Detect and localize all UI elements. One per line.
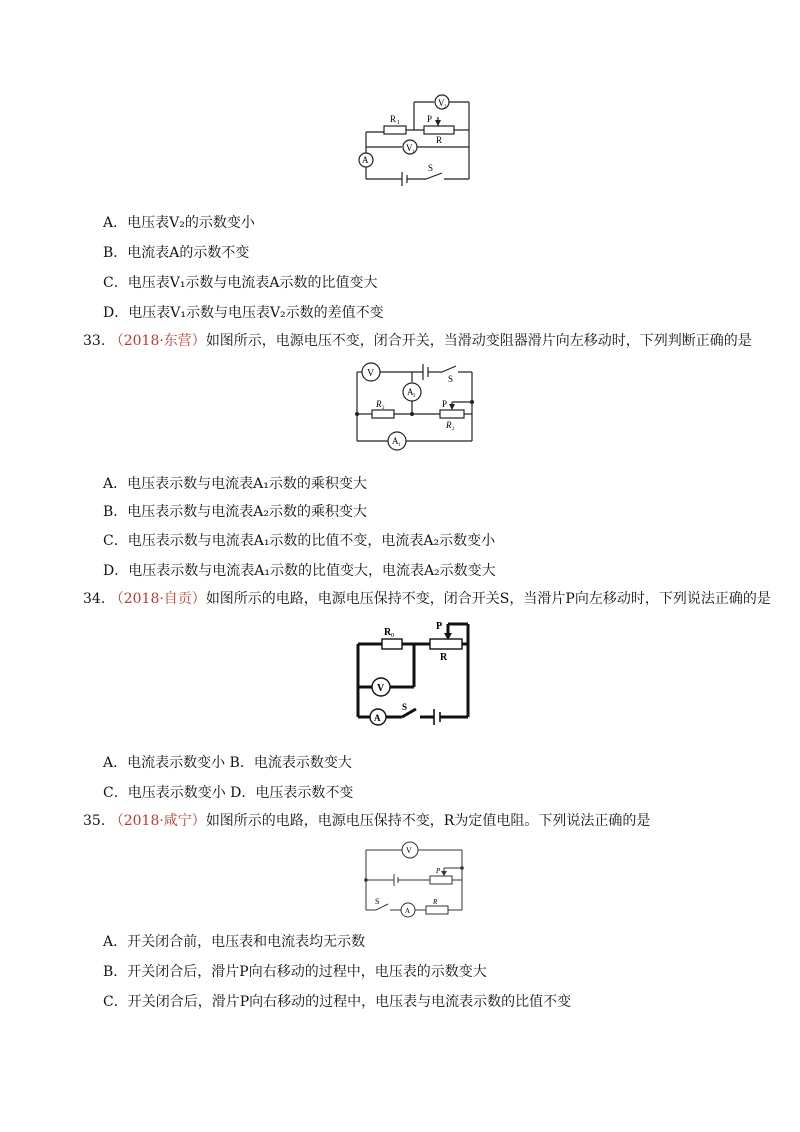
q35-option-a: A．开关闭合前，电压表和电流表均无示数: [103, 934, 366, 950]
q34-option-cd: C．电压表示数变小 D．电压表示数不变: [103, 785, 354, 801]
q34-label-p: P: [436, 621, 443, 632]
q33-label-a1-sub: 1: [398, 443, 401, 448]
q33-label-a2-sub: 2: [413, 394, 416, 399]
q33-option-d: D．电压表示数与电流表A₁示数的比值变大，电流表A₂示数变大: [103, 563, 496, 579]
q32-label-r1: R: [390, 114, 397, 124]
q34-circuit-diagram: [350, 618, 476, 728]
q32-option-d: D．电压表V₁示数与电压表V₂示数的差值不变: [103, 305, 384, 321]
q32-label-v2: V: [438, 98, 445, 108]
q35-label-r: R: [433, 898, 438, 906]
q33-option-c: C．电压表示数与电流表A₁示数的比值不变，电流表A₂示数变小: [103, 533, 496, 549]
q35-label-a: A: [405, 907, 411, 915]
q35-source-tag: （2018·咸宁）: [109, 813, 206, 829]
q33-label-p: P: [442, 399, 448, 409]
q34-option-ab: A．电流表示数变小 B．电流表示数变大: [103, 755, 352, 771]
q33-label-v: V: [367, 368, 375, 379]
q34-label-s: S: [402, 702, 408, 712]
q33-stem: [83, 331, 752, 351]
q32-option-a: A．电压表V₂的示数变小: [103, 215, 255, 231]
q35-label-v: V: [406, 846, 412, 855]
q34-label-a: A: [374, 713, 381, 723]
q33-number: 33.: [83, 333, 106, 349]
q35-option-b: B．开关闭合后，滑片P向右移动的过程中，电压表的示数变大: [103, 964, 487, 980]
q32-option-c: C．电压表V₁示数与电流表A示数的比值变大: [103, 275, 378, 291]
q32-label-p: P: [427, 114, 433, 124]
q32-label-v1: V: [406, 143, 413, 153]
q32-label-r1-sub: 1: [397, 120, 400, 126]
q33-option-b: B．电压表示数与电流表A₂示数的乘积变大: [103, 504, 368, 520]
q32-label-v1-sub: 1: [412, 150, 415, 155]
q34-label-r0-sub: 0: [391, 633, 394, 639]
q32-option-b: B．电流表A的示数不变: [103, 245, 250, 261]
q32-label-r: R: [436, 135, 443, 145]
q35-text: 如图所示的电路，电源电压保持不变，R为定值电阻。下列说法正确的是: [205, 813, 651, 829]
q32-label-a: A: [362, 155, 369, 165]
q34-stem: [83, 589, 771, 609]
q34-label-v: V: [377, 683, 385, 694]
q34-number: 34.: [83, 591, 106, 607]
q35-circuit-diagram: [360, 840, 470, 920]
q32-label-v2-sub: 2: [444, 105, 447, 110]
q33-label-r2-right: R: [446, 420, 452, 430]
q33-label-s: S: [448, 374, 454, 384]
q34-label-r: R: [440, 652, 448, 663]
q35-label-s: S: [375, 897, 380, 906]
q33-text: 如图所示，电源电压不变，闭合开关，当滑动变阻器滑片向左移动时，下列判断正确的是: [205, 333, 752, 349]
q33-label-r2-left-sub: 2: [382, 406, 385, 411]
q33-label-r2-right-sub: 2: [452, 427, 455, 432]
q34-text: 如图所示的电路，电源电压保持不变，闭合开关S，当滑片P向左移动时，下列说法正确的是: [205, 591, 771, 607]
q35-stem: [83, 811, 650, 831]
q33-label-r2-left: R: [376, 399, 382, 409]
q35-option-c: C．开关闭合后，滑片P向右移动的过程中，电压表与电流表示数的比值不变: [103, 994, 572, 1010]
q33-source-tag: （2018·东营）: [109, 333, 206, 349]
q35-number: 35.: [83, 813, 106, 829]
q33-circuit-diagram: [352, 358, 480, 452]
q33-label-a2: A: [407, 387, 414, 397]
q35-label-p: P: [436, 867, 441, 875]
q34-source-tag: （2018·自贡）: [109, 591, 206, 607]
q34-label-r0: R: [384, 627, 392, 638]
q33-option-a: A．电压表示数与电流表A₁示数的乘积变大: [103, 476, 367, 492]
q32-circuit-diagram: [354, 92, 479, 187]
q32-label-s: S: [428, 163, 434, 173]
q33-label-a1: A: [392, 436, 399, 446]
